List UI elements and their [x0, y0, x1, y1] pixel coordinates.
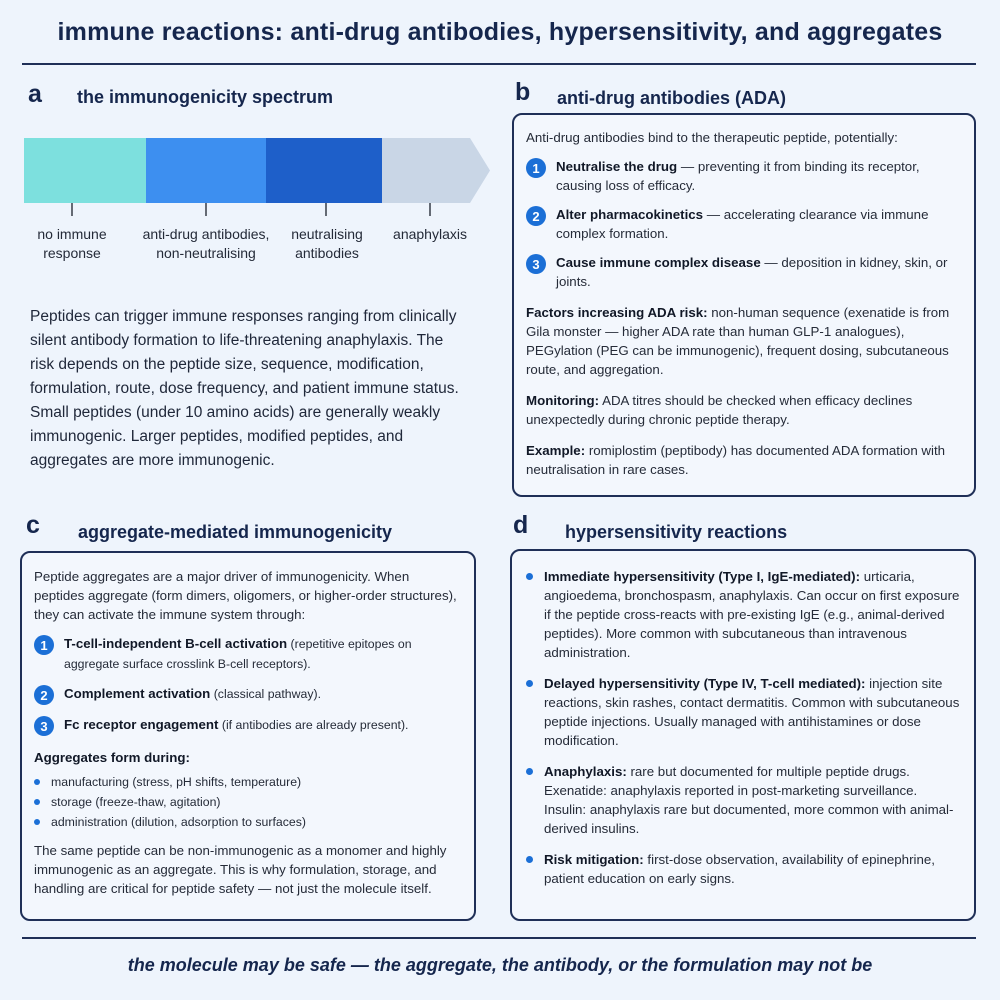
number-badge: 1 [526, 158, 546, 178]
item-title: Immediate hypersensitivity (Type I, IgE-mediated): [544, 569, 861, 584]
panel-d-letter: d [513, 511, 529, 539]
mechanism-title: Complement activation [64, 686, 211, 701]
mechanism-text: (repetitive epitopes on aggregate surface crosslink B-cell receptors). [64, 637, 412, 671]
hypersensitivity-item [526, 674, 960, 750]
ada-item-text: — accelerating clearance via immune complex formation. [556, 207, 929, 241]
item-title: Risk mitigation: [544, 852, 644, 867]
ada-item [526, 205, 960, 243]
ada-factors: Factors increasing ADA risk: non-human sequence (exenatide is from Gila monster — higher ADA rate than human GLP-1 analogues), PEGylation (PEG can be immunogenic), frequent dosing, subcutaneous route, and aggregation. [526, 305, 950, 377]
panel-d-heading: hypersensitivity reactions [565, 522, 788, 542]
bullet-icon [526, 768, 533, 775]
hypersensitivity-item [526, 762, 960, 838]
list-item: storage (freeze-thaw, agitation) [34, 793, 460, 811]
number-badge: 3 [34, 716, 54, 736]
spectrum-label-anaphylaxis: anaphylaxis [393, 226, 467, 242]
number-badge: 2 [34, 685, 54, 705]
panel-b-box [512, 113, 976, 497]
ada-item-text: — preventing it from binding its receptor, causing loss of efficacy. [556, 159, 920, 193]
panel-b-letter: b [515, 78, 531, 106]
panel-c-letter: c [26, 511, 40, 539]
ada-example: Example: romiplostim (peptibody) has documented ADA formation with neutralisation in rare cases. [526, 443, 946, 477]
bullet-icon [34, 819, 40, 825]
ada-item-title: Cause immune complex disease [556, 255, 761, 270]
bottom-divider [22, 937, 976, 939]
spectrum-label-neutralising: neutralising antibodies [291, 226, 363, 261]
bullet-icon [34, 799, 40, 805]
aggregate-mechanism [34, 715, 460, 736]
bullet-icon [34, 779, 40, 785]
number-badge: 2 [526, 206, 546, 226]
item-text: injection site reactions, skin rashes, contact dermatitis. Common with subcutaneous peptide injections. Usually managed with antihistamines or dose modification. [544, 676, 960, 748]
aggregate-mechanism [34, 684, 460, 705]
mechanism-text: (if antibodies are already present). [218, 718, 409, 732]
ada-item [526, 157, 960, 195]
hypersensitivity-item [526, 567, 960, 662]
panel-a-heading: the immunogenicity spectrum [77, 87, 334, 107]
hypersensitivity-item [526, 850, 960, 888]
bullet-icon [526, 680, 533, 687]
mechanism-title: Fc receptor engagement [64, 717, 219, 732]
page-title: immune reactions: anti-drug antibodies, hypersensitivity, and aggregates [57, 18, 943, 46]
list-item: administration (dilution, adsorption to surfaces) [34, 813, 460, 831]
spectrum-segment-non-neutralising [146, 138, 266, 203]
panel-a-description: Peptides can trigger immune responses ranging from clinically silent antibody formation to life-threatening anaphylaxis. The risk depends on the peptide size, sequence, modification, formulation, route, dose frequency, and patient immune status. Small peptides (under 10 amino acids) are generally weakly immunogenic. Larger peptides, modified peptides, and aggregates are more immunogenic. [30, 308, 459, 469]
panel-c-box [20, 551, 476, 921]
panel-b-heading: anti-drug antibodies (ADA) [557, 88, 786, 108]
aggregates-heading: Aggregates form during: [34, 750, 190, 765]
item-title: Anaphylaxis: [544, 764, 627, 779]
panel-d-box [510, 549, 976, 921]
aggregates-list [34, 773, 460, 831]
ada-item-title: Alter pharmacokinetics [556, 207, 704, 222]
ada-monitoring: Monitoring: ADA titres should be checked when efficacy declines unexpectedly during chronic peptide therapy. [526, 393, 913, 427]
spectrum-segment-no-response [24, 138, 146, 203]
spectrum-segment-neutralising [266, 138, 382, 203]
panel-c-heading: aggregate-mediated immunogenicity [78, 522, 393, 542]
spectrum-label-non-neutralising: anti-drug antibodies, non-neutralising [142, 226, 270, 261]
number-badge: 1 [34, 635, 54, 655]
list-item: manufacturing (stress, pH shifts, temperature) [34, 773, 460, 791]
mechanism-text: (classical pathway). [210, 687, 322, 701]
spectrum-label-no-response: no immune response [37, 226, 107, 261]
bullet-icon [526, 573, 533, 580]
ada-item-title: Neutralise the drug [556, 159, 678, 174]
top-divider [22, 63, 976, 65]
item-text: urticaria, angioedema, bronchospasm, anaphylaxis. Can occur on first exposure if the peptide cross-reacts with pre-existing IgE (e.g., animal-derived peptides). More common with subcutaneous than intravenous administration. [544, 569, 960, 660]
mechanism-title: T-cell-independent B-cell activation [64, 636, 288, 651]
item-title: Delayed hypersensitivity (Type IV, T-cell mediated): [544, 676, 866, 691]
spectrum-segment-anaphylaxis [382, 138, 490, 203]
item-text: rare but documented for multiple peptide drugs. Exenatide: anaphylaxis reported in post-marketing surveillance. Insulin: anaphylaxis rare but documented, more common with animal-derived insulins. [544, 764, 954, 836]
aggregate-closing: The same peptide can be non-immunogenic as a monomer and highly immunogenic as an aggregate. This is why formulation, storage, and handling are critical for peptide safety — not just the molecule itself. [34, 843, 447, 896]
bullet-icon [526, 856, 533, 863]
number-badge: 3 [526, 254, 546, 274]
panel-a-letter: a [28, 80, 42, 108]
aggregate-mechanism [34, 634, 460, 674]
item-text: first-dose observation, availability of epinephrine, patient education on early signs. [544, 852, 935, 886]
ada-item [526, 253, 960, 291]
ada-item-text: — deposition in kidney, skin, or joints. [556, 255, 948, 289]
ada-intro: Anti-drug antibodies bind to the therapeutic peptide, potentially: [526, 130, 898, 145]
footer-tagline: the molecule may be safe — the aggregate, the antibody, or the formulation may not be [127, 955, 873, 975]
aggregate-intro: Peptide aggregates are a major driver of immunogenicity. When peptides aggregate (form dimers, oligomers, or higher-order structures), they can activate the immune system through: [34, 569, 457, 622]
